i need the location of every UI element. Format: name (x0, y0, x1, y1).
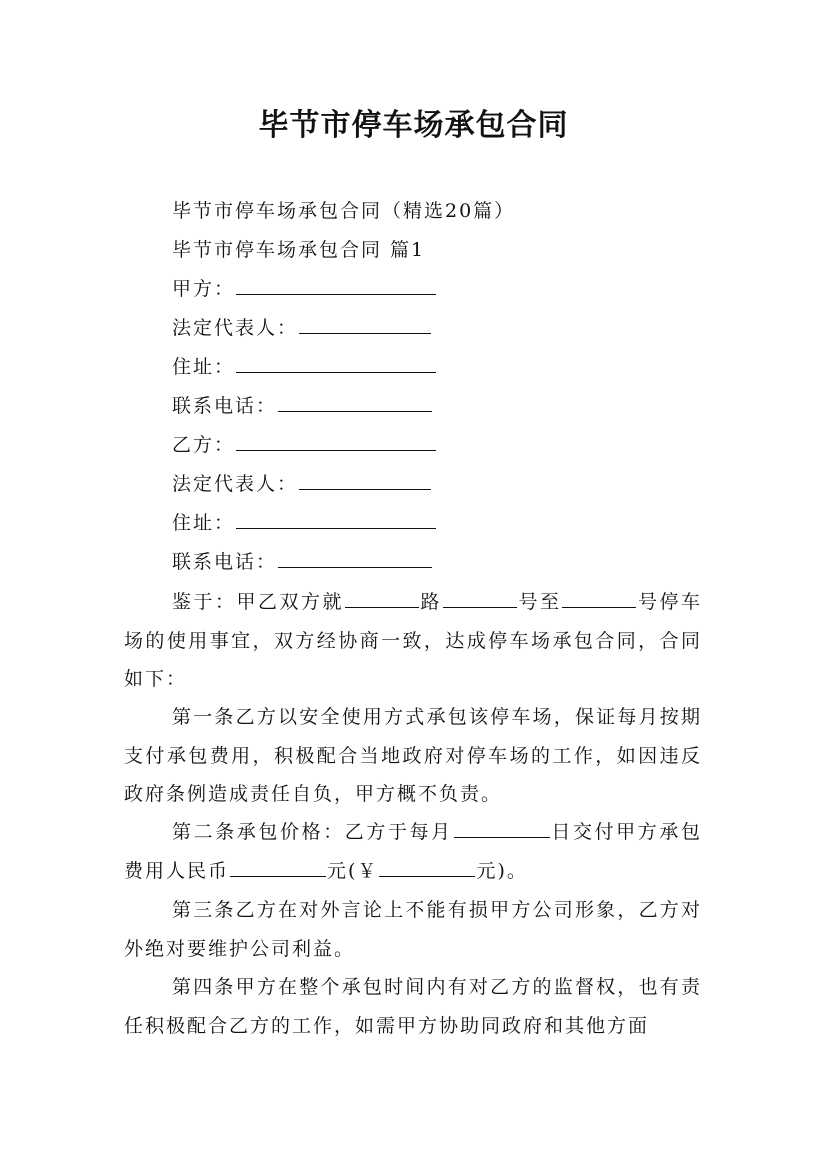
preamble-text-3: 号至 (517, 591, 562, 613)
number-to-blank (562, 589, 636, 608)
party-a-name-row (172, 275, 437, 303)
party-a-rep-label: 法定代表人： (172, 317, 299, 339)
party-b-name-row (172, 431, 437, 459)
clause-1: 第一条乙方以安全使用方式承包该停车场，保证每月按期支付承包费用，积极配合当地政府对停车场的工作，如因违反政府条例造成责任自负，甲方概不负责。 (124, 706, 702, 805)
payment-day-blank (454, 819, 550, 838)
amount-figures-blank (379, 858, 475, 877)
preamble-text-1: 鉴于：甲乙双方就 (172, 591, 344, 613)
party-a-phone-label: 联系电话： (172, 395, 278, 417)
party-b-addr-blank (236, 510, 436, 529)
road-blank (345, 589, 419, 608)
clause-3: 第三条乙方在对外言论上不能有损甲方公司形象，乙方对外绝对要维护公司利益。 (124, 899, 702, 960)
party-a-addr-row (172, 353, 437, 381)
amount-words-blank (230, 858, 326, 877)
party-a-rep-blank (299, 315, 431, 334)
party-a-name-label: 甲方： (172, 278, 236, 300)
number-from-blank (443, 589, 517, 608)
party-a-phone-blank (278, 393, 432, 412)
party-b-name-blank (236, 432, 436, 451)
party-b-rep-row (172, 470, 432, 498)
preamble-text-2: 路 (419, 591, 442, 613)
clause-2-text-4: 元)。 (476, 859, 528, 882)
clause-2 (124, 813, 702, 890)
party-b-phone-blank (278, 549, 432, 568)
preamble-text-4: 号停车场的使用事宜，双方经协商一致，达成停车场承包合同，合同如下： (124, 591, 702, 690)
subtitle: 毕节市停车场承包合同（精选20篇） (172, 200, 516, 222)
party-b-addr-row (172, 509, 437, 537)
party-b-rep-blank (299, 471, 431, 490)
party-b-phone-row (172, 548, 433, 576)
party-a-addr-blank (236, 354, 436, 373)
party-a-name-blank (236, 276, 436, 295)
party-b-name-label: 乙方： (172, 434, 236, 456)
party-a-rep-row (172, 314, 432, 342)
clause-4: 第四条甲方在整个承包时间内有对乙方的监督权，也有责任积极配合乙方的工作，如需甲方协助同政府和其他方面 (124, 976, 702, 1037)
clause-2-text-2: 日交付甲方承包费用人民币 (124, 821, 702, 882)
party-a-phone-row (172, 392, 433, 420)
party-b-addr-label: 住址： (172, 512, 236, 534)
preamble-paragraph (124, 583, 702, 699)
document-title: 毕节市停车场承包合同 (258, 108, 569, 143)
party-a-addr-label: 住址： (172, 356, 236, 378)
clause-2-text-1: 第二条承包价格：乙方于每月 (172, 821, 453, 843)
party-b-phone-label: 联系电话： (172, 551, 278, 573)
party-b-rep-label: 法定代表人： (172, 473, 299, 495)
article-heading: 毕节市停车场承包合同 篇1 (172, 239, 426, 261)
clause-2-text-3: 元(￥ (327, 859, 379, 882)
